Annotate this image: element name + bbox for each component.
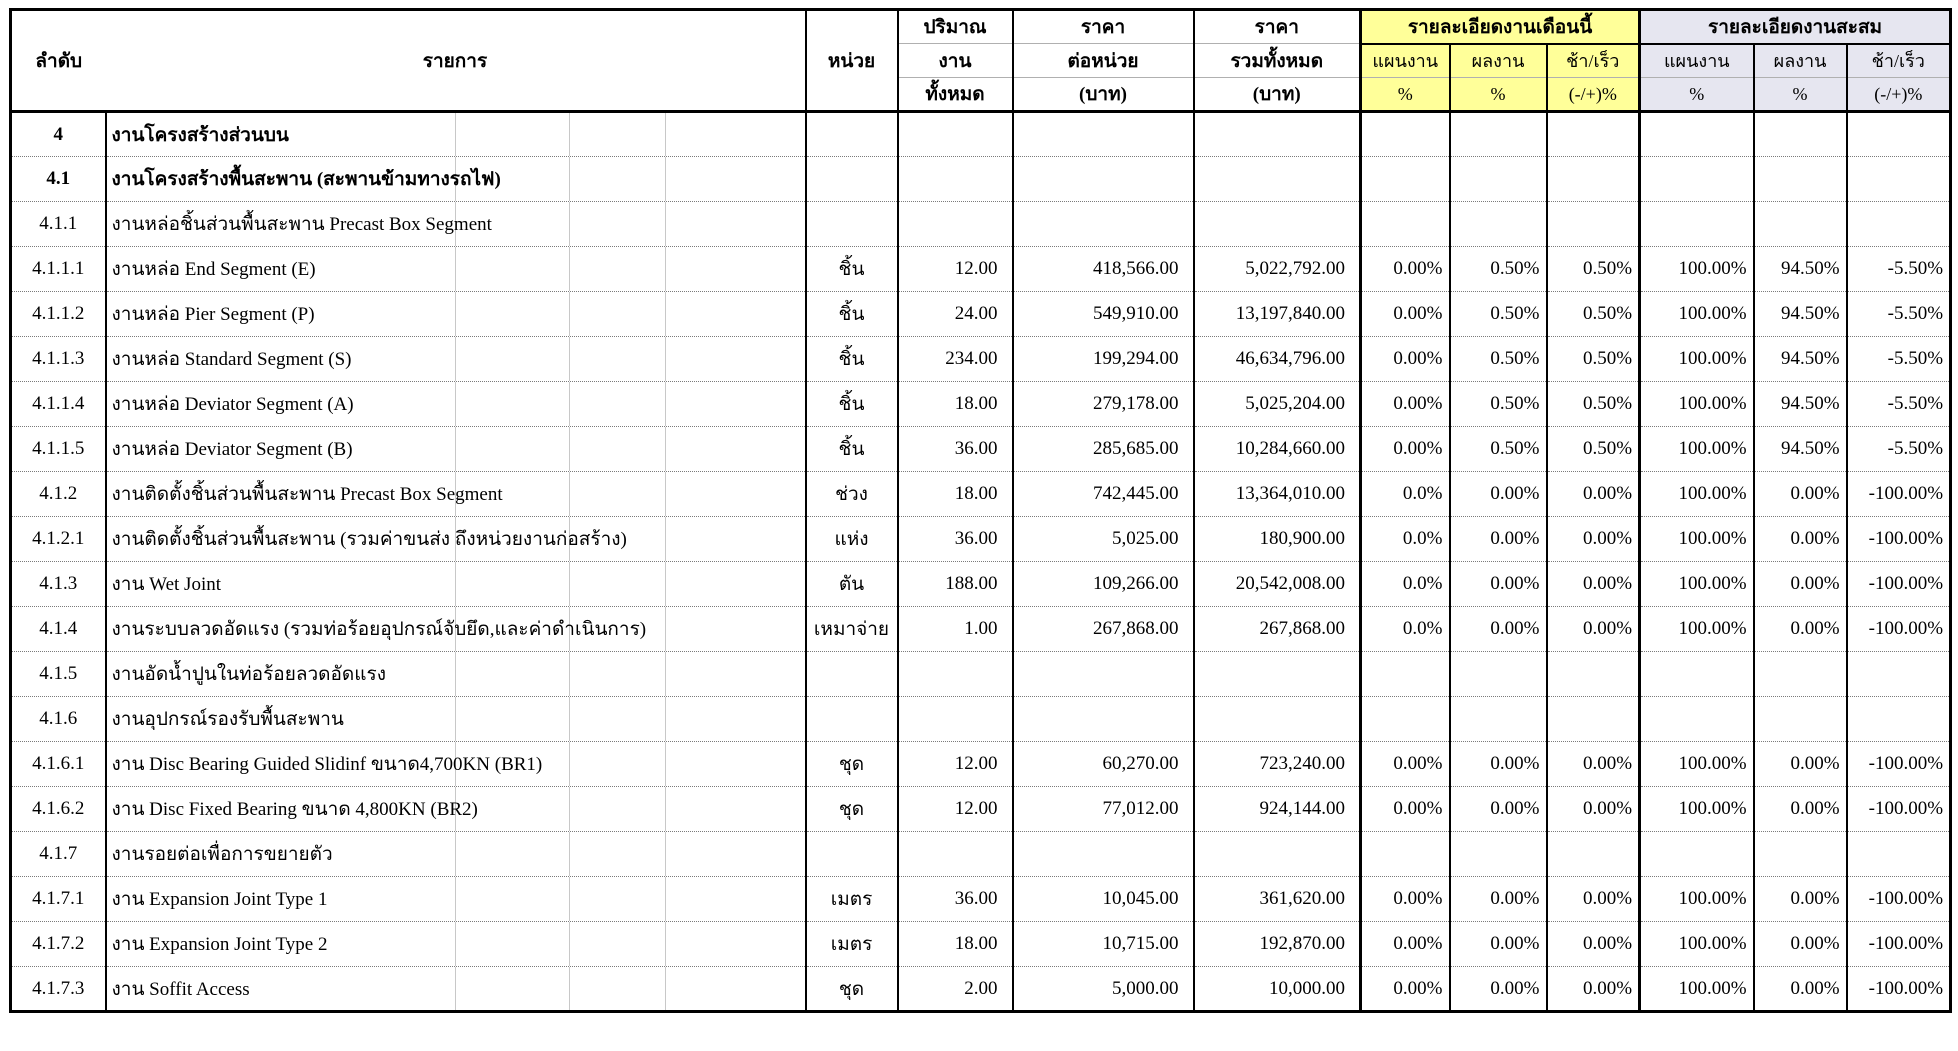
row-total-price: 267,868.00 — [1194, 607, 1361, 652]
table-row — [11, 877, 1951, 922]
row-unit-price — [1013, 697, 1194, 742]
row-month-plan — [1361, 157, 1450, 202]
row-unit-price — [1013, 832, 1194, 877]
row-quantity — [898, 112, 1013, 157]
row-unit-price: 77,012.00 — [1013, 787, 1194, 832]
row-month-actual — [1450, 832, 1547, 877]
row-description: งานหล่อชิ้นส่วนพื้นสะพาน Precast Box Segment — [106, 202, 806, 247]
row-month-diff — [1547, 112, 1640, 157]
row-cum-actual — [1754, 652, 1847, 697]
row-unit — [806, 157, 898, 202]
row-unit — [806, 832, 898, 877]
header-month-plan-unit: % — [1361, 78, 1450, 112]
row-unit-price: 199,294.00 — [1013, 337, 1194, 382]
row-cum-actual: 94.50% — [1754, 247, 1847, 292]
row-month-diff — [1547, 202, 1640, 247]
row-cum-diff: -5.50% — [1847, 247, 1951, 292]
row-number: 4.1 — [11, 157, 106, 202]
row-total-price: 13,364,010.00 — [1194, 472, 1361, 517]
row-month-plan: 0.00% — [1361, 247, 1450, 292]
row-cum-plan — [1640, 652, 1754, 697]
row-quantity — [898, 832, 1013, 877]
row-description: งาน Disc Bearing Guided Slidinf ขนาด4,700KN (BR1) — [106, 742, 806, 787]
row-number: 4.1.1.2 — [11, 292, 106, 337]
row-quantity: 12.00 — [898, 247, 1013, 292]
row-unit-price: 109,266.00 — [1013, 562, 1194, 607]
row-month-diff: 0.00% — [1547, 787, 1640, 832]
row-cum-plan: 100.00% — [1640, 382, 1754, 427]
header-unit-price-line1: ราคา — [1013, 10, 1194, 44]
header-month-actual-unit: % — [1450, 78, 1547, 112]
row-number: 4.1.1.5 — [11, 427, 106, 472]
table-row — [11, 247, 1951, 292]
row-month-diff — [1547, 832, 1640, 877]
header-month-group: รายละเอียดงานเดือนนี้ — [1361, 10, 1640, 44]
header-cum-actual: ผลงาน — [1754, 44, 1847, 78]
row-cum-actual: 0.00% — [1754, 562, 1847, 607]
row-cum-plan — [1640, 202, 1754, 247]
row-cum-plan: 100.00% — [1640, 922, 1754, 967]
row-month-diff: 0.00% — [1547, 742, 1640, 787]
row-month-plan: 0.0% — [1361, 607, 1450, 652]
row-month-plan: 0.0% — [1361, 562, 1450, 607]
table-body — [11, 112, 1951, 1012]
row-number: 4.1.7 — [11, 832, 106, 877]
row-cum-diff: -100.00% — [1847, 517, 1951, 562]
row-number: 4.1.6.2 — [11, 787, 106, 832]
row-total-price: 10,284,660.00 — [1194, 427, 1361, 472]
row-total-price: 13,197,840.00 — [1194, 292, 1361, 337]
header-cum-diff: ช้า/เร็ว — [1847, 44, 1951, 78]
row-month-plan: 0.00% — [1361, 292, 1450, 337]
row-number: 4.1.1 — [11, 202, 106, 247]
table-row — [11, 157, 1951, 202]
row-cum-diff — [1847, 157, 1951, 202]
row-quantity: 188.00 — [898, 562, 1013, 607]
row-quantity — [898, 157, 1013, 202]
row-month-plan — [1361, 112, 1450, 157]
header-row-1 — [11, 10, 1951, 44]
header-month-actual: ผลงาน — [1450, 44, 1547, 78]
row-number: 4.1.5 — [11, 652, 106, 697]
row-cum-actual — [1754, 202, 1847, 247]
row-quantity — [898, 652, 1013, 697]
row-month-actual — [1450, 157, 1547, 202]
header-cum-actual-unit: % — [1754, 78, 1847, 112]
row-unit-price: 5,000.00 — [1013, 967, 1194, 1012]
row-number: 4.1.6.1 — [11, 742, 106, 787]
row-number: 4.1.1.3 — [11, 337, 106, 382]
row-unit-price — [1013, 652, 1194, 697]
row-unit: เมตร — [806, 922, 898, 967]
row-cum-actual: 0.00% — [1754, 877, 1847, 922]
row-cum-plan: 100.00% — [1640, 292, 1754, 337]
row-description: งานอัดน้ำปูนในท่อร้อยลวดอัดแรง — [106, 652, 806, 697]
row-cum-diff: -100.00% — [1847, 787, 1951, 832]
row-unit-price: 60,270.00 — [1013, 742, 1194, 787]
row-month-plan: 0.0% — [1361, 517, 1450, 562]
row-description: งานหล่อ End Segment (E) — [106, 247, 806, 292]
row-unit: ชิ้น — [806, 382, 898, 427]
row-number: 4.1.4 — [11, 607, 106, 652]
row-unit: ชุด — [806, 742, 898, 787]
row-month-actual: 0.50% — [1450, 337, 1547, 382]
header-quantity-line3: ทั้งหมด — [898, 78, 1013, 112]
row-cum-plan: 100.00% — [1640, 427, 1754, 472]
row-number: 4.1.1.1 — [11, 247, 106, 292]
header-total-price-line3: (บาท) — [1194, 78, 1361, 112]
row-month-actual: 0.00% — [1450, 472, 1547, 517]
row-cum-actual: 0.00% — [1754, 742, 1847, 787]
row-month-actual — [1450, 697, 1547, 742]
row-cum-actual — [1754, 157, 1847, 202]
row-month-actual — [1450, 112, 1547, 157]
row-month-actual: 0.50% — [1450, 382, 1547, 427]
row-cum-actual: 94.50% — [1754, 292, 1847, 337]
row-unit — [806, 652, 898, 697]
row-month-diff: 0.50% — [1547, 427, 1640, 472]
row-unit: ชิ้น — [806, 337, 898, 382]
row-unit-price: 267,868.00 — [1013, 607, 1194, 652]
row-number: 4.1.7.2 — [11, 922, 106, 967]
row-total-price — [1194, 112, 1361, 157]
row-unit: ชิ้น — [806, 427, 898, 472]
row-number: 4.1.2.1 — [11, 517, 106, 562]
row-month-actual — [1450, 202, 1547, 247]
table-row — [11, 382, 1951, 427]
row-number: 4 — [53, 123, 63, 145]
table-row — [11, 787, 1951, 832]
row-total-price — [1194, 157, 1361, 202]
row-unit-price — [1013, 112, 1194, 157]
row-unit — [806, 202, 898, 247]
row-month-diff: 0.50% — [1547, 247, 1640, 292]
row-cum-plan: 100.00% — [1640, 247, 1754, 292]
row-month-plan: 0.00% — [1361, 427, 1450, 472]
row-description: งาน Wet Joint — [106, 562, 806, 607]
row-month-plan: 0.0% — [1361, 472, 1450, 517]
row-cum-plan: 100.00% — [1640, 337, 1754, 382]
row-month-diff: 0.00% — [1547, 877, 1640, 922]
row-total-price: 723,240.00 — [1194, 742, 1361, 787]
row-description: งานหล่อ Deviator Segment (A) — [106, 382, 806, 427]
row-cum-diff: -100.00% — [1847, 877, 1951, 922]
row-unit: ชุด — [806, 967, 898, 1012]
row-cum-actual: 0.00% — [1754, 607, 1847, 652]
header-quantity-line2: งาน — [898, 44, 1013, 78]
row-total-price: 46,634,796.00 — [1194, 337, 1361, 382]
row-unit: ชิ้น — [806, 292, 898, 337]
row-cum-diff — [1847, 202, 1951, 247]
row-cum-actual: 94.50% — [1754, 382, 1847, 427]
row-total-price — [1194, 697, 1361, 742]
row-cum-actual: 94.50% — [1754, 337, 1847, 382]
row-month-diff: 0.50% — [1547, 292, 1640, 337]
header-cumulative-group: รายละเอียดงานสะสม — [1640, 10, 1951, 44]
row-description: งานโครงสร้างพื้นสะพาน (สะพานข้ามทางรถไฟ) — [106, 157, 806, 202]
table-row — [11, 337, 1951, 382]
row-total-price: 924,144.00 — [1194, 787, 1361, 832]
row-month-actual: 0.00% — [1450, 967, 1547, 1012]
row-unit-price: 279,178.00 — [1013, 382, 1194, 427]
row-cum-diff: -100.00% — [1847, 472, 1951, 517]
table-row — [11, 922, 1951, 967]
row-month-actual: 0.50% — [1450, 427, 1547, 472]
row-cum-actual: 94.50% — [1754, 427, 1847, 472]
header-month-plan: แผนงาน — [1361, 44, 1450, 78]
row-cum-diff — [1847, 652, 1951, 697]
row-cum-actual — [1754, 832, 1847, 877]
row-unit-price — [1013, 202, 1194, 247]
row-quantity: 18.00 — [898, 382, 1013, 427]
row-cum-diff: -100.00% — [1847, 967, 1951, 1012]
row-description: งานติดตั้งชิ้นส่วนพื้นสะพาน (รวมค่าขนส่ง ถึงหน่วยงานก่อสร้าง) — [106, 517, 806, 562]
row-quantity: 36.00 — [898, 517, 1013, 562]
row-month-plan: 0.00% — [1361, 967, 1450, 1012]
row-month-plan — [1361, 202, 1450, 247]
row-month-diff: 0.00% — [1547, 967, 1640, 1012]
row-month-diff: 0.50% — [1547, 382, 1640, 427]
row-month-actual: 0.00% — [1450, 562, 1547, 607]
row-description: งาน Soffit Access — [106, 967, 806, 1012]
row-month-actual — [1450, 652, 1547, 697]
table-row — [11, 472, 1951, 517]
row-month-diff — [1547, 652, 1640, 697]
row-cum-plan: 100.00% — [1640, 742, 1754, 787]
table-row — [11, 607, 1951, 652]
row-cum-plan: 100.00% — [1640, 877, 1754, 922]
row-month-diff: 0.00% — [1547, 562, 1640, 607]
table-row — [11, 562, 1951, 607]
row-month-plan: 0.00% — [1361, 877, 1450, 922]
table-row — [11, 112, 1951, 157]
row-month-actual: 0.00% — [1450, 517, 1547, 562]
table-row — [11, 832, 1951, 877]
row-month-plan: 0.00% — [1361, 787, 1450, 832]
row-quantity: 234.00 — [898, 337, 1013, 382]
row-unit: ช่วง — [806, 472, 898, 517]
row-quantity: 12.00 — [898, 742, 1013, 787]
row-cum-diff: -100.00% — [1847, 607, 1951, 652]
row-cum-plan: 100.00% — [1640, 787, 1754, 832]
row-total-price: 5,025,204.00 — [1194, 382, 1361, 427]
row-quantity: 18.00 — [898, 922, 1013, 967]
row-number: 4.1.6 — [11, 697, 106, 742]
row-month-actual: 0.00% — [1450, 607, 1547, 652]
row-month-plan — [1361, 832, 1450, 877]
row-cum-actual: 0.00% — [1754, 472, 1847, 517]
row-cum-actual: 0.00% — [1754, 517, 1847, 562]
row-cum-diff — [1847, 697, 1951, 742]
row-unit-price: 10,045.00 — [1013, 877, 1194, 922]
row-cum-actual: 0.00% — [1754, 967, 1847, 1012]
row-number: 4.1.2 — [11, 472, 106, 517]
row-cum-diff: -100.00% — [1847, 562, 1951, 607]
row-total-price: 192,870.00 — [1194, 922, 1361, 967]
row-cum-actual: 0.00% — [1754, 787, 1847, 832]
row-description: งาน Expansion Joint Type 1 — [106, 877, 806, 922]
row-month-actual: 0.50% — [1450, 247, 1547, 292]
row-month-actual: 0.50% — [1450, 292, 1547, 337]
row-cum-plan — [1640, 697, 1754, 742]
header-total-price-line2: รวมทั้งหมด — [1194, 44, 1361, 78]
row-quantity — [898, 202, 1013, 247]
row-month-plan: 0.00% — [1361, 742, 1450, 787]
row-cum-plan: 100.00% — [1640, 607, 1754, 652]
row-number: 4.1.1.4 — [11, 382, 106, 427]
row-month-diff: 0.00% — [1547, 607, 1640, 652]
row-unit: แห่ง — [806, 517, 898, 562]
row-total-price: 20,542,008.00 — [1194, 562, 1361, 607]
row-unit: เมตร — [806, 877, 898, 922]
row-unit — [806, 697, 898, 742]
row-cum-diff — [1847, 112, 1951, 157]
row-cum-actual — [1754, 697, 1847, 742]
table-row — [11, 652, 1951, 697]
header-unit-price-line3: (บาท) — [1013, 78, 1194, 112]
row-quantity: 18.00 — [898, 472, 1013, 517]
row-month-plan — [1361, 652, 1450, 697]
row-cum-diff — [1847, 832, 1951, 877]
row-unit: เหมาจ่าย — [806, 607, 898, 652]
row-month-plan: 0.00% — [1361, 337, 1450, 382]
row-unit-price: 10,715.00 — [1013, 922, 1194, 967]
row-month-actual: 0.00% — [1450, 787, 1547, 832]
row-description: งานอุปกรณ์รองรับพื้นสะพาน — [106, 697, 806, 742]
row-description: งานระบบลวดอัดแรง (รวมท่อร้อยอุปกรณ์จับยึด,และค่าดำเนินการ) — [106, 607, 806, 652]
row-month-plan: 0.00% — [1361, 382, 1450, 427]
row-month-diff: 0.00% — [1547, 922, 1640, 967]
row-number: 4.1.7.1 — [11, 877, 106, 922]
header-month-diff-unit: (-/+)% — [1547, 78, 1640, 112]
row-month-diff: 0.00% — [1547, 517, 1640, 562]
row-total-price — [1194, 652, 1361, 697]
row-month-diff: 0.00% — [1547, 472, 1640, 517]
row-total-price: 361,620.00 — [1194, 877, 1361, 922]
row-description: งานโครงสร้างส่วนบน — [106, 112, 806, 157]
header-cum-diff-unit: (-/+)% — [1847, 78, 1951, 112]
row-unit: ชิ้น — [806, 247, 898, 292]
table-row — [11, 742, 1951, 787]
row-unit — [806, 112, 898, 157]
table-row — [11, 517, 1951, 562]
row-quantity: 36.00 — [898, 427, 1013, 472]
row-month-actual: 0.00% — [1450, 742, 1547, 787]
row-cum-plan: 100.00% — [1640, 517, 1754, 562]
header-total-price-line1: ราคา — [1194, 10, 1361, 44]
row-description: งานติดตั้งชิ้นส่วนพื้นสะพาน Precast Box Segment — [106, 472, 806, 517]
row-quantity — [898, 697, 1013, 742]
row-description: งานหล่อ Deviator Segment (B) — [106, 427, 806, 472]
row-month-diff — [1547, 157, 1640, 202]
row-description: งานหล่อ Pier Segment (P) — [106, 292, 806, 337]
progress-table — [9, 8, 1952, 1013]
row-cum-plan — [1640, 112, 1754, 157]
row-unit-price — [1013, 157, 1194, 202]
table-row — [11, 202, 1951, 247]
table-row — [11, 967, 1951, 1012]
row-unit-price: 742,445.00 — [1013, 472, 1194, 517]
row-total-price — [1194, 202, 1361, 247]
header-quantity-line1: ปริมาณ — [898, 10, 1013, 44]
row-unit: ตัน — [806, 562, 898, 607]
row-unit-price: 5,025.00 — [1013, 517, 1194, 562]
row-month-diff: 0.50% — [1547, 337, 1640, 382]
row-cum-plan — [1640, 832, 1754, 877]
header-cum-plan: แผนงาน — [1640, 44, 1754, 78]
row-cum-actual: 0.00% — [1754, 922, 1847, 967]
header-cum-plan-unit: % — [1640, 78, 1754, 112]
row-quantity: 12.00 — [898, 787, 1013, 832]
row-cum-diff: -5.50% — [1847, 427, 1951, 472]
row-total-price: 10,000.00 — [1194, 967, 1361, 1012]
header-unit-price-line2: ต่อหน่วย — [1013, 44, 1194, 78]
row-month-plan — [1361, 697, 1450, 742]
row-unit-price: 418,566.00 — [1013, 247, 1194, 292]
header-month-diff: ช้า/เร็ว — [1547, 44, 1640, 78]
row-cum-plan: 100.00% — [1640, 562, 1754, 607]
row-cum-diff: -5.50% — [1847, 337, 1951, 382]
row-unit-price: 549,910.00 — [1013, 292, 1194, 337]
row-cum-diff: -100.00% — [1847, 742, 1951, 787]
header-no: ลำดับ — [35, 50, 83, 72]
row-cum-diff: -5.50% — [1847, 382, 1951, 427]
row-quantity: 1.00 — [898, 607, 1013, 652]
row-cum-plan: 100.00% — [1640, 967, 1754, 1012]
row-unit: ชุด — [806, 787, 898, 832]
row-month-diff — [1547, 697, 1640, 742]
table-row — [11, 427, 1951, 472]
header-item: รายการ — [422, 50, 488, 72]
row-total-price — [1194, 832, 1361, 877]
row-description: งาน Disc Fixed Bearing ขนาด 4,800KN (BR2) — [106, 787, 806, 832]
row-cum-plan — [1640, 157, 1754, 202]
row-quantity: 2.00 — [898, 967, 1013, 1012]
table-row — [11, 292, 1951, 337]
row-quantity: 24.00 — [898, 292, 1013, 337]
row-month-actual: 0.00% — [1450, 922, 1547, 967]
row-cum-plan: 100.00% — [1640, 472, 1754, 517]
row-description: งานรอยต่อเพื่อการขยายตัว — [106, 832, 806, 877]
table-header — [11, 10, 1951, 112]
table-row — [11, 697, 1951, 742]
row-number: 4.1.7.3 — [11, 967, 106, 1012]
row-description: งาน Expansion Joint Type 2 — [106, 922, 806, 967]
row-quantity: 36.00 — [898, 877, 1013, 922]
row-cum-actual — [1754, 112, 1847, 157]
header-unit: หน่วย — [806, 10, 898, 112]
row-cum-diff: -5.50% — [1847, 292, 1951, 337]
row-total-price: 180,900.00 — [1194, 517, 1361, 562]
row-cum-diff: -100.00% — [1847, 922, 1951, 967]
row-total-price: 5,022,792.00 — [1194, 247, 1361, 292]
row-description: งานหล่อ Standard Segment (S) — [106, 337, 806, 382]
row-month-plan: 0.00% — [1361, 922, 1450, 967]
row-unit-price: 285,685.00 — [1013, 427, 1194, 472]
row-number: 4.1.3 — [11, 562, 106, 607]
row-month-actual: 0.00% — [1450, 877, 1547, 922]
